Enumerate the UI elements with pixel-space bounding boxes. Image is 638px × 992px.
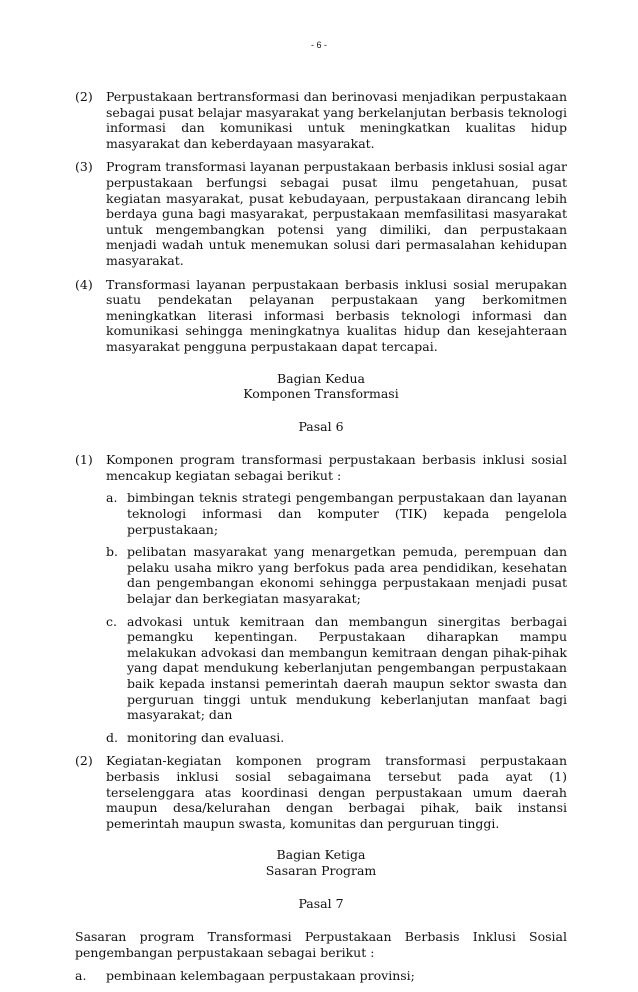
pasal-6-ayat-2: [75, 753, 567, 831]
ayat-number: (3): [75, 159, 93, 175]
ayat-3-intro: [75, 159, 567, 268]
ayat-2-intro: [75, 89, 567, 151]
sub-item-letter: b.: [106, 544, 118, 560]
sub-item-d: [106, 730, 567, 746]
section-heading-bagian-ketiga: [75, 847, 567, 878]
item-letter: a.: [75, 968, 87, 984]
ayat-text: Transformasi layanan perpustakaan berbasis inklusi sosial merupakan suatu pendekatan pelayanan perpustakaan yang berkomitmen meningkatkan literasi informasi berbasis teknologi informasi dan komunikasi sehingga meningkatnya kualitas hidup dan kesejahteraan masyarakat pengguna perpustakaan dapat tercapai.: [106, 276, 567, 354]
sub-item-letter: d.: [106, 729, 118, 745]
sub-item-letter: c.: [106, 613, 117, 629]
section-title: Bagian Kedua: [276, 370, 366, 386]
sub-item-text: bimbingan teknis strategi pengembangan perpustakaan dan layanan teknologi informasi dan komputer (TIK) kepada pengelola perpustakaan;: [127, 490, 567, 537]
ayat-text: Program transformasi layanan perpustakaan berbasis inklusi sosial agar perpustakaan berfungsi sebagai pusat ilmu pengetahuan, pusat kegiatan masyarakat, pusat kebudayaan, perpustakaan dirancang lebih berdaya guna bagi masyarakat, perpustakaan memfasilitasi masyarakat untuk mengembangkan potensi yang dimiliki, dan perpustakaan menjadi wadah untuk menemukan solusi dari permasalahan kehidupan masyarakat.: [106, 159, 567, 268]
sub-item-text: advokasi untuk kemitraan dan membangun sinergitas berbagai pemangku kepentingan. Perpustakaan diharapkan mampu melakukan advokasi dan membangun kemitraan dengan pihak-pihak yang dapat mendukung keberlanjutan pengembangan perpustakaan baik kepada instansi pemerintah daerah maupun sektor swasta dan perguruan tinggi untuk mendukung keberlanjutan manfaat bagi masyarakat; dan: [127, 613, 567, 723]
pasal-7-item-a: [75, 968, 567, 984]
section-title: Bagian Ketiga: [276, 847, 366, 863]
item-text: pembinaan kelembagaan perpustakaan provinsi;: [106, 968, 415, 984]
ayat-number: (2): [75, 89, 93, 104]
page-number: - 6 -: [310, 40, 327, 50]
ayat-number: (4): [75, 276, 93, 292]
document-body: [75, 89, 567, 992]
section-heading-bagian-kedua: [75, 371, 567, 402]
sub-item-b: [106, 544, 567, 606]
section-subtitle: Sasaran Program: [265, 862, 377, 878]
ayat-number: (2): [75, 753, 93, 769]
ayat-text: Perpustakaan bertransformasi dan berinovasi menjadikan perpustakaan sebagai pusat belajar masyarakat yang berkelanjutan berbasis teknologi informasi dan komunikasi untuk meningkatkan kualitas hidup masyarakat dan keberdayaan masyarakat.: [106, 89, 567, 151]
sub-list: [106, 490, 567, 745]
pasal-7-intro: Sasaran program Transformasi Perpustakaan Berbasis Inklusi Sosial pengembangan perpustakaan sebagai berikut :: [75, 929, 567, 960]
ayat-4-intro: [75, 277, 567, 355]
sub-item-a: [106, 490, 567, 537]
ayat-text: Kegiatan-kegiatan komponen program transformasi perpustakaan berbasis inklusi sosial sebagaimana tersebut pada ayat (1) terselenggara atas koordinasi dengan perpustakaan umum daerah maupun desa/kelurahan dengan berbagai pihak, baik instansi pemerintah maupun swasta, komunitas dan perguruan tinggi.: [106, 753, 567, 831]
ayat-number: (1): [75, 452, 93, 468]
sub-item-text: pelibatan masyarakat yang menargetkan pemuda, perempuan dan pelaku usaha mikro yang berfokus pada area pendidikan, kesehatan dan pengembangan ekonomi sehingga perpustakaan menjadi pusat belajar dan berkegiatan masyarakat;: [127, 544, 567, 607]
sub-item-text: monitoring dan evaluasi.: [127, 729, 285, 745]
pasal-6-title: Pasal 6: [298, 418, 344, 434]
sub-item-letter: a.: [106, 490, 118, 506]
pasal-6-ayat-1: [75, 452, 567, 745]
section-subtitle: Komponen Transformasi: [243, 386, 399, 402]
pasal-7-title: Pasal 7: [298, 895, 344, 911]
ayat-text: Komponen program transformasi perpustakaan berbasis inklusi sosial mencakup kegiatan sebagai berikut :: [106, 452, 567, 483]
sub-item-c: [106, 614, 567, 723]
